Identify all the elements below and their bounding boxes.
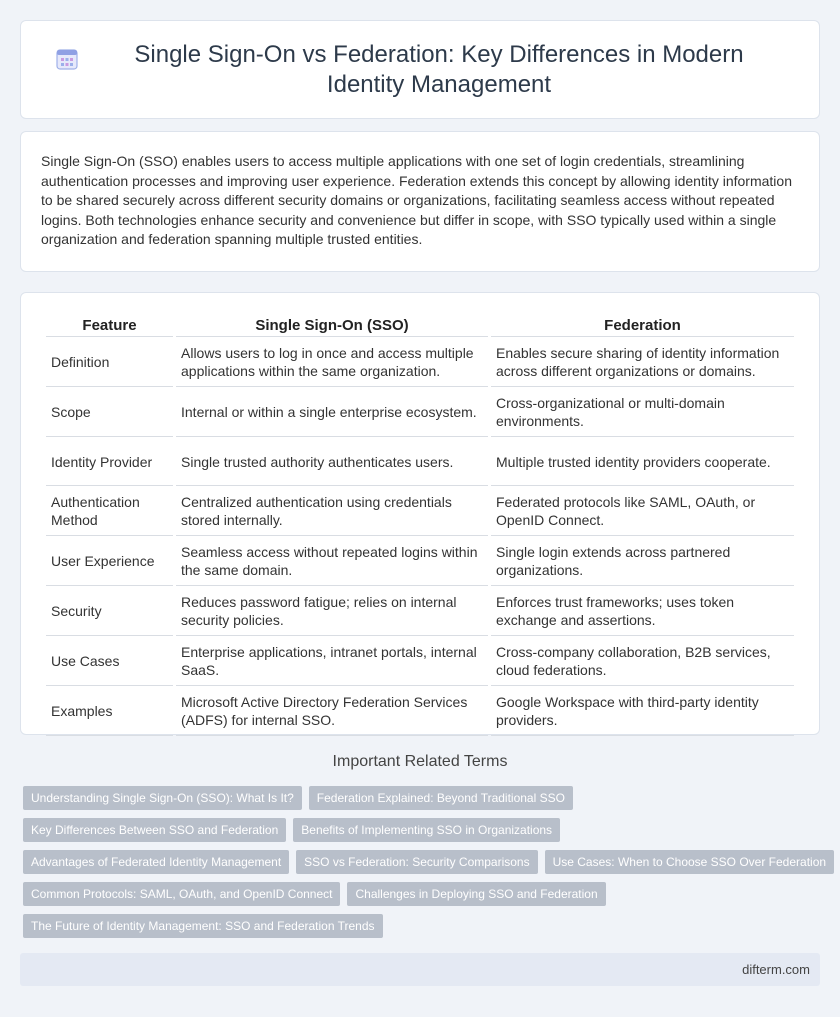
row-federation: Multiple trusted identity providers cooperate. [491,437,794,486]
row-federation: Federated protocols like SAML, OAuth, or OpenID Connect. [491,486,794,536]
row-feature: Use Cases [46,636,173,686]
table-row [46,337,794,387]
intro-card [20,131,820,272]
related-term-tag[interactable]: The Future of Identity Management: SSO and Federation Trends [23,914,383,938]
footer-site-link[interactable]: difterm.com [742,962,810,977]
intro-paragraph: Single Sign-On (SSO) enables users to access multiple applications with one set of login credentials, streamlining authentication processes and improving user experience. Federation extends this concept by allowing identity information to be shared securely across different security domains or organizations, facilitating seamless access without repeated logins. Both technologies enhance security and convenience but differ in scope, with SSO typically used within a single organization and federation spanning multiple trusted entities. [41,153,792,248]
table-row [46,486,794,536]
comparison-card [20,292,820,735]
row-feature: Identity Provider [46,437,173,486]
related-term-tag[interactable]: Federation Explained: Beyond Traditional SSO [309,786,573,810]
header-feature: Feature [46,313,173,337]
row-federation: Enforces trust frameworks; uses token exchange and assertions. [491,586,794,636]
row-sso: Microsoft Active Directory Federation Services (ADFS) for internal SSO. [176,686,488,736]
table-row [46,387,794,437]
row-feature: Examples [46,686,173,736]
table-row [46,586,794,636]
row-federation: Single login extends across partnered organizations. [491,536,794,586]
row-sso: Internal or within a single enterprise ecosystem. [176,387,488,437]
related-terms [23,786,827,946]
row-federation: Cross-organizational or multi-domain environments. [491,387,794,437]
row-feature: Scope [46,387,173,437]
page-title: Single Sign-On vs Federation: Key Differences in Modern Identity Management [134,40,744,98]
calendar-grid-icon [56,48,78,70]
term-row [23,882,823,906]
term-row [23,818,823,842]
footer [20,953,820,986]
comparison-table [43,313,797,736]
term-row [23,850,827,874]
row-feature: Definition [46,337,173,387]
related-terms-title: Important Related Terms [332,753,508,770]
table-header-row [46,313,794,337]
header-sso: Single Sign-On (SSO) [176,313,488,337]
header-card [20,20,820,119]
header-federation: Federation [491,313,794,337]
related-term-tag[interactable]: Understanding Single Sign-On (SSO): What Is It? [23,786,302,810]
table-row [46,437,794,486]
table-row [46,536,794,586]
row-sso: Allows users to log in once and access multiple applications within the same organization. [176,337,488,387]
row-federation: Cross-company collaboration, B2B services, cloud federations. [491,636,794,686]
row-sso: Enterprise applications, intranet portals, internal SaaS. [176,636,488,686]
related-term-tag[interactable]: SSO vs Federation: Security Comparisons [296,850,537,874]
row-sso: Single trusted authority authenticates users. [176,437,488,486]
related-term-tag[interactable]: Common Protocols: SAML, OAuth, and OpenID Connect [23,882,340,906]
row-feature: User Experience [46,536,173,586]
related-term-tag[interactable]: Advantages of Federated Identity Management [23,850,289,874]
row-sso: Centralized authentication using credentials stored internally. [176,486,488,536]
row-sso: Reduces password fatigue; relies on internal security policies. [176,586,488,636]
term-row [23,786,823,810]
row-sso: Seamless access without repeated logins within the same domain. [176,536,488,586]
related-term-tag[interactable]: Use Cases: When to Choose SSO Over Federation [545,850,834,874]
related-term-tag[interactable]: Challenges in Deploying SSO and Federation [347,882,605,906]
term-row [23,914,823,938]
related-term-tag[interactable]: Key Differences Between SSO and Federation [23,818,286,842]
related-term-tag[interactable]: Benefits of Implementing SSO in Organizations [293,818,560,842]
table-row [46,636,794,686]
row-feature: Security [46,586,173,636]
table-row [46,686,794,736]
row-federation: Enables secure sharing of identity information across different organizations or domains. [491,337,794,387]
row-feature: Authentication Method [46,486,173,536]
row-federation: Google Workspace with third-party identity providers. [491,686,794,736]
